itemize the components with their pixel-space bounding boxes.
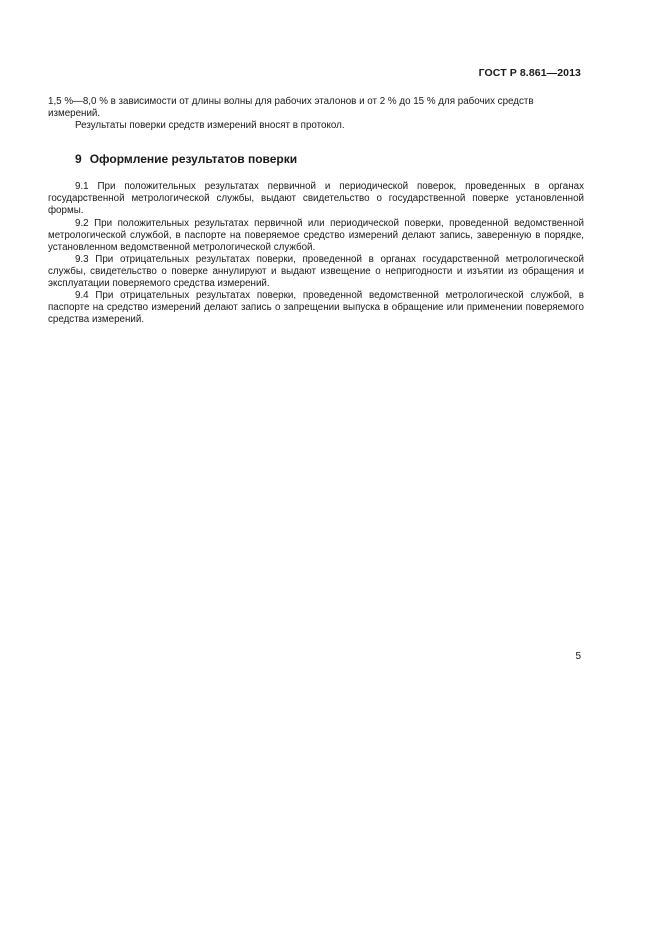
continuation-paragraph	[48, 96, 584, 120]
section-number: 9	[75, 152, 82, 167]
paragraph-9-3: 9.3 При отрицательных результатах поверки, проведенной в органах государственной метрологической службы, свидетельство о поверке аннулируют и выдают извещение о непригодности и изъятии из обращения и эксплуатации поверяемого средства измерений.	[48, 253, 584, 290]
paragraph-9-2: 9.2 При положительных результатах первичной или периодической поверки, проведенной ведомственной метрологической службой, в паспорте на поверяемое средство измерений делают запись, заверенную в порядке, установленном ведомственной метрологической службой.	[48, 217, 584, 253]
continuation-line-1: 1,5 %—8,0 % в зависимости от длины волны для рабочих эталонов и от 2 % до 15 % для рабочих средств	[48, 96, 534, 107]
section-heading	[48, 152, 584, 166]
document-header-standard-id: ГОСТ Р 8.861—2013	[478, 67, 581, 79]
section-title: Оформление результатов поверки	[89, 152, 298, 167]
paragraph-9-1: 9.1 При положительных результатах первичной и периодической поверок, проведенных в органах государственной метрологической службы, выдают свидетельство о государственной поверке установленной формы.	[48, 181, 584, 217]
continuation-line-2: измерений.	[48, 108, 101, 120]
paragraph-9-4: 9.4 При отрицательных результатах поверки, проведенной ведомственной метрологической службой, в паспорте на средство измерений делают запись о запрещении выпуска в обращение или применении поверяемого средства измерений.	[48, 290, 584, 326]
protocol-note: Результаты поверки средств измерений вносят в протокол.	[75, 120, 345, 132]
page-number: 5	[575, 651, 581, 662]
page-content	[48, 96, 584, 326]
